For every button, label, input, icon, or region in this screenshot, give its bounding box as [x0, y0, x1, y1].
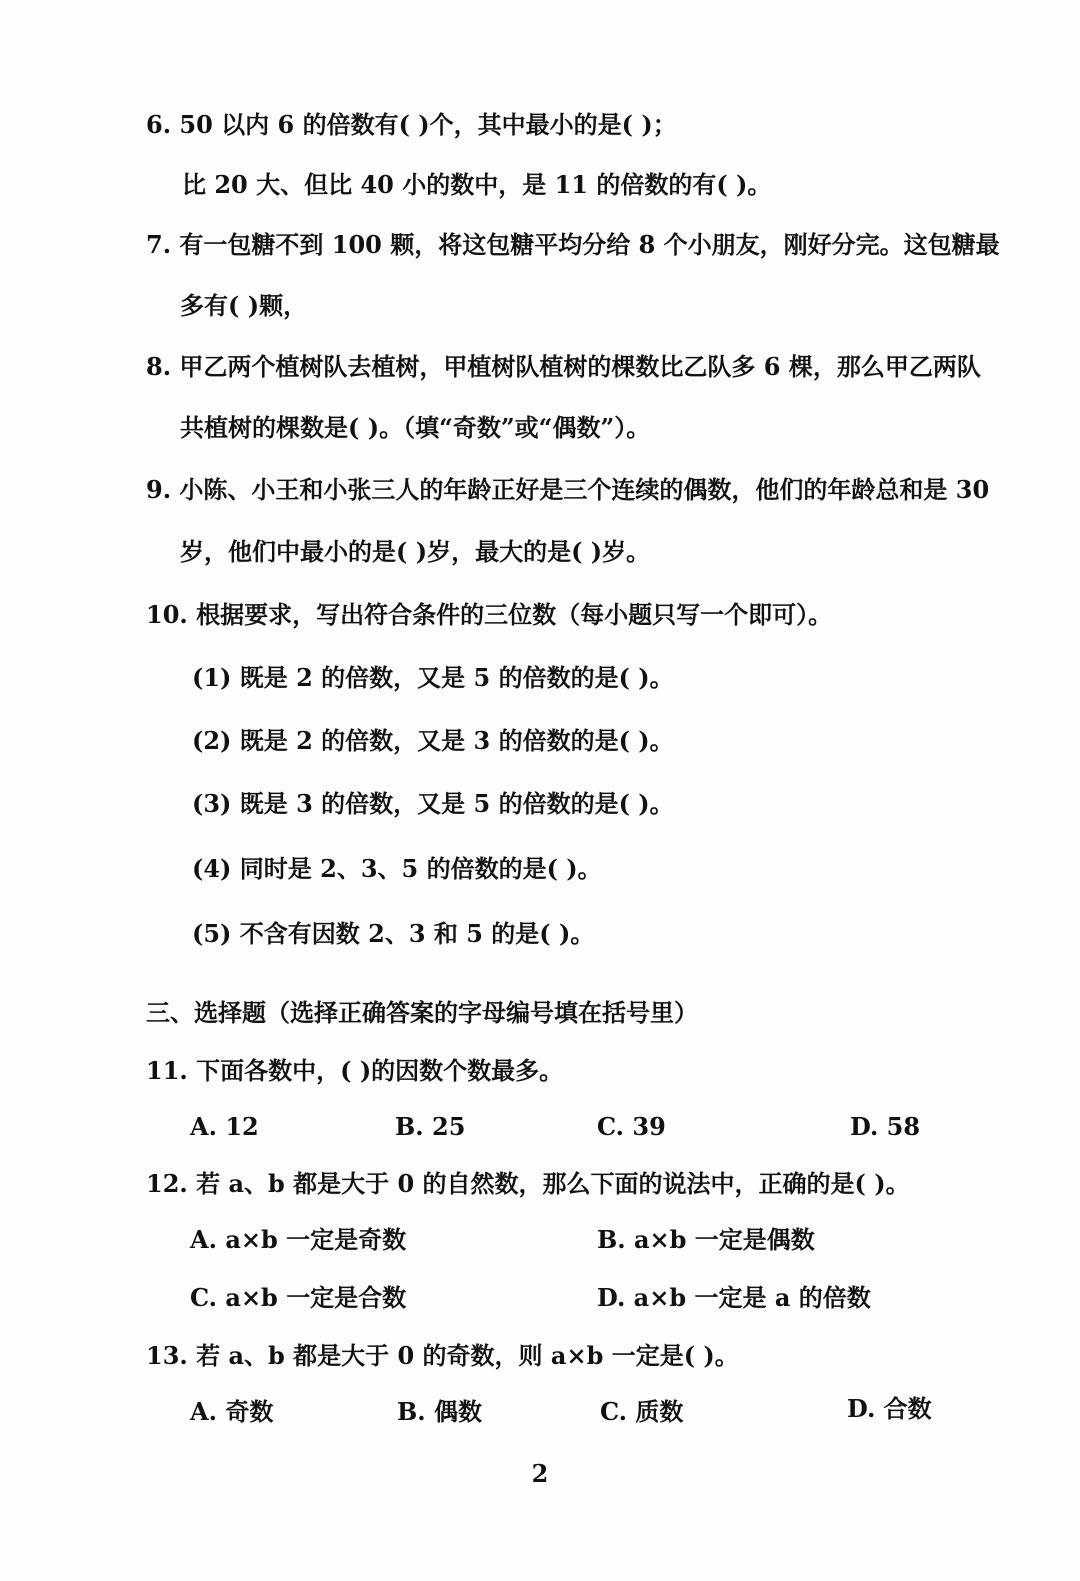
q10-sub-3: (3) 既是 3 的倍数，又是 5 的倍数的是( )。 — [192, 789, 674, 818]
q10-sub-1: (1) 既是 2 的倍数，又是 5 的倍数的是( )。 — [192, 663, 674, 692]
q11-option-a: A. 12 — [190, 1112, 259, 1141]
q9-line1: 9. 小陈、小王和小张三人的年龄正好是三个连续的偶数，他们的年龄总和是 30 — [146, 475, 990, 504]
q7-line1: 7. 有一包糖不到 100 颗，将这包糖平均分给 8 个小朋友，刚好分完。这包糖最 — [146, 230, 1000, 259]
q8-line1: 8. 甲乙两个植树队去植树，甲植树队植树的棵数比乙队多 6 棵，那么甲乙两队 — [146, 352, 981, 381]
q11-stem: 11. 下面各数中，( )的因数个数最多。 — [146, 1056, 564, 1085]
q12-stem: 12. 若 a、b 都是大于 0 的自然数，那么下面的说法中，正确的是( )。 — [146, 1169, 910, 1198]
q11-option-d: D. 58 — [850, 1112, 921, 1141]
q12-option-a: A. a×b 一定是奇数 — [190, 1225, 407, 1254]
q12-option-b: B. a×b 一定是偶数 — [597, 1225, 815, 1254]
q6-line1: 6. 50 以内 6 的倍数有( )个，其中最小的是( )； — [146, 110, 677, 139]
q13-stem: 13. 若 a、b 都是大于 0 的奇数，则 a×b 一定是( )。 — [146, 1341, 739, 1370]
q6-line2: 比 20 大、但比 40 小的数中，是 11 的倍数的有( )。 — [182, 170, 772, 199]
q10-sub-4: (4) 同时是 2、3、5 的倍数的是( )。 — [192, 854, 602, 883]
page-number: 2 — [531, 1459, 549, 1488]
q13-option-d: D. 合数 — [847, 1394, 932, 1423]
section-3-title: 三、选择题（选择正确答案的字母编号填在括号里） — [146, 998, 698, 1027]
q7-line2: 多有( )颗， — [180, 291, 308, 320]
q13-option-a: A. 奇数 — [190, 1397, 274, 1426]
q10-sub-5: (5) 不含有因数 2、3 和 5 的是( )。 — [192, 919, 595, 948]
q11-option-c: C. 39 — [597, 1112, 666, 1141]
q11-option-b: B. 25 — [395, 1112, 466, 1141]
q8-line2: 共植树的棵数是( )。（填“奇数”或“偶数”）。 — [180, 413, 651, 442]
q9-line2: 岁，他们中最小的是( )岁，最大的是( )岁。 — [180, 537, 651, 566]
q13-option-c: C. 质数 — [600, 1397, 684, 1426]
q10-sub-2: (2) 既是 2 的倍数，又是 3 的倍数的是( )。 — [192, 726, 674, 755]
q13-option-b: B. 偶数 — [397, 1397, 482, 1426]
q10-stem: 10. 根据要求，写出符合条件的三位数（每小题只写一个即可）。 — [146, 600, 833, 629]
q12-option-c: C. a×b 一定是合数 — [190, 1283, 407, 1312]
q12-option-d: D. a×b 一定是 a 的倍数 — [597, 1283, 871, 1312]
